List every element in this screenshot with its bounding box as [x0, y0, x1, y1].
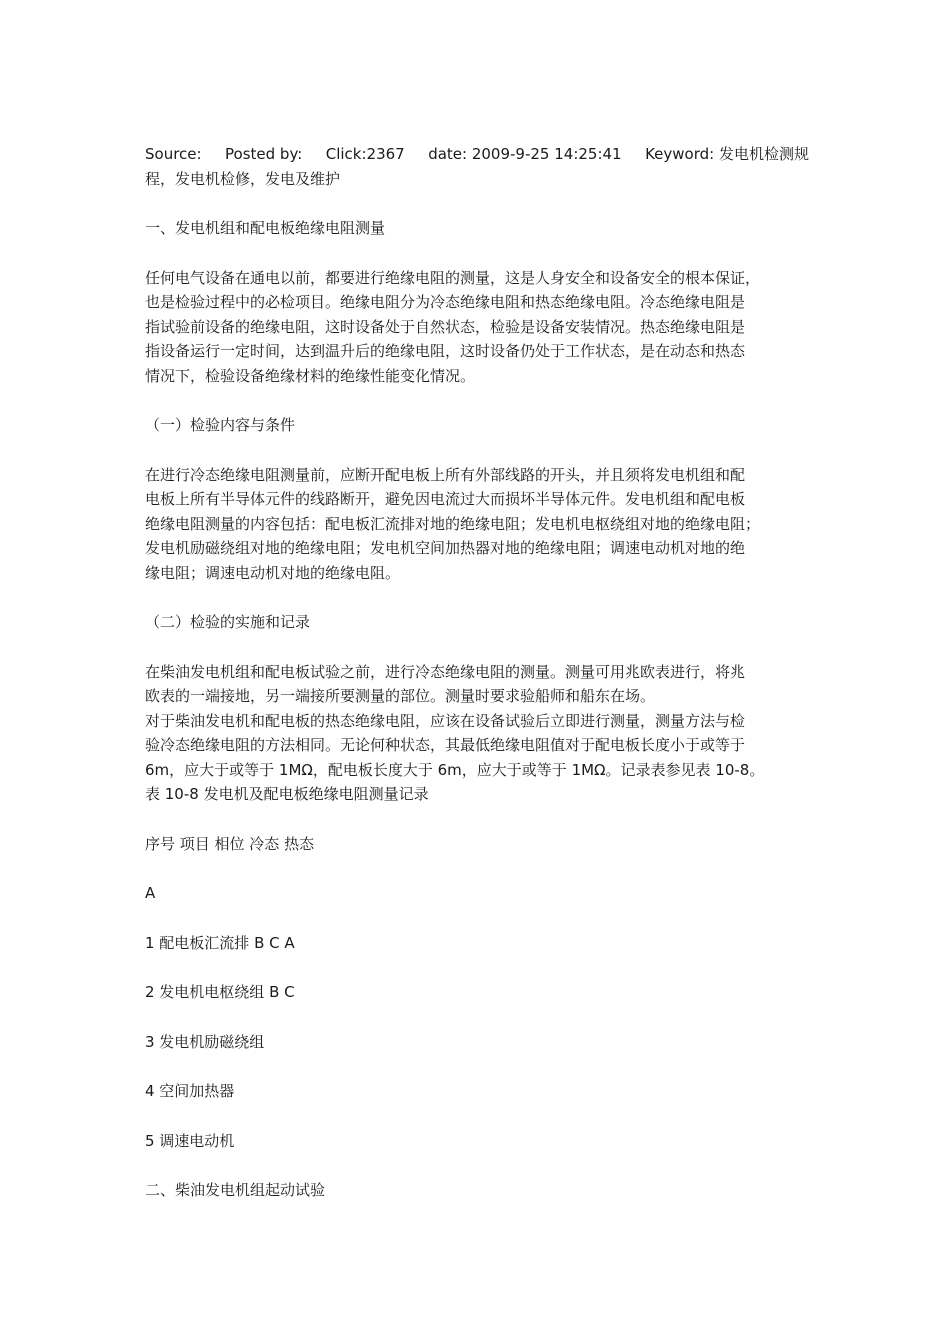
text-line: 也是检验过程中的必检项目。绝缘电阻分为冷态绝缘电阻和热态绝缘电阻。冷态绝缘电阻是: [145, 293, 746, 311]
document-page: [145, 142, 809, 1203]
table-line: 4 空间加热器: [145, 1082, 235, 1100]
section1-intro-paragraph: [145, 266, 809, 389]
table-line: 3 发电机励磁绕组: [145, 1032, 265, 1051]
meta-click-count: Click:2367: [325, 145, 405, 163]
meta-posted-by: Posted by:: [225, 145, 303, 163]
article-meta-line: [145, 142, 809, 167]
text-line: 情况下，检验设备绝缘材料的绝缘性能变化情况。: [145, 366, 476, 385]
subsection2-paragraph: [145, 660, 809, 807]
text-line: 任何电气设备在通电以前，都要进行绝缘电阻的测量，这是人身安全和设备安全的根本保证，: [145, 268, 761, 287]
text-line: 6m，应大于或等于 1MΩ，配电板长度大于 6m，应大于或等于 1MΩ。记录表参见表 10-8。: [145, 760, 765, 779]
meta-source: Source:: [145, 145, 202, 163]
section2-heading: 二、柴油发电机组起动试验: [145, 1181, 326, 1199]
table-line: A: [145, 884, 156, 902]
text-line: 在进行冷态绝缘电阻测量前，应断开配电板上所有外部线路的开头，并且须将发电机组和配: [145, 465, 746, 484]
text-line: 电板上所有半导体元件的线路断开，避免因电流过大而损坏半导体元件。发电机组和配电板: [145, 490, 746, 508]
text-line: 指设备运行一定时间，达到温升后的绝缘电阻，这时设备仍处于工作状态，是在动态和热态: [145, 342, 746, 360]
text-line: 缘电阻；调速电动机对地的绝缘电阻。: [145, 563, 401, 582]
subsection2-heading: （二）检验的实施和记录: [145, 613, 311, 631]
table-line: 5 调速电动机: [145, 1131, 235, 1150]
text-line: 验冷态绝缘电阻的方法相同。无论何种状态，其最低绝缘电阻值对于配电板长度小于或等于: [145, 736, 746, 754]
table-line: 1 配电板汇流排 B C A: [145, 933, 295, 952]
subsection1-heading: （一）检验内容与条件: [145, 416, 296, 434]
meta-date: date: 2009-9-25 14:25:41: [428, 145, 622, 163]
text-line: 欧表的一端接地，另一端接所要测量的部位。测量时要求验船师和船东在场。: [145, 687, 656, 705]
table-caption: 表 10-8 发电机及配电板绝缘电阻测量记录: [145, 785, 429, 803]
section1-heading: 一、发电机组和配电板绝缘电阻测量: [145, 219, 386, 237]
subsection1-paragraph: [145, 463, 809, 586]
meta-keyword-continued: 程，发电机检修，发电及维护: [145, 169, 341, 188]
text-line: 在柴油发电机组和配电板试验之前，进行冷态绝缘电阻的测量。测量可用兆欧表进行，将兆: [145, 662, 746, 681]
meta-keyword: Keyword: 发电机检测规: [645, 145, 809, 163]
text-line: 对于柴油发电机和配电板的热态绝缘电阻，应该在设备试验后立即进行测量，测量方法与检: [145, 711, 746, 730]
table-header-line: 序号 项目 相位 冷态 热态: [145, 834, 315, 853]
table-line: 2 发电机电枢绕组 B C: [145, 983, 295, 1001]
text-line: 绝缘电阻测量的内容包括：配电板汇流排对地的绝缘电阻；发电机电枢绕组对地的绝缘电阻；: [145, 514, 761, 533]
text-line: 发电机励磁绕组对地的绝缘电阻；发电机空间加热器对地的绝缘电阻；调速电动机对地的绝: [145, 539, 746, 557]
text-line: 指试验前设备的绝缘电阻，这时设备处于自然状态，检验是设备安装情况。热态绝缘电阻是: [145, 317, 746, 336]
